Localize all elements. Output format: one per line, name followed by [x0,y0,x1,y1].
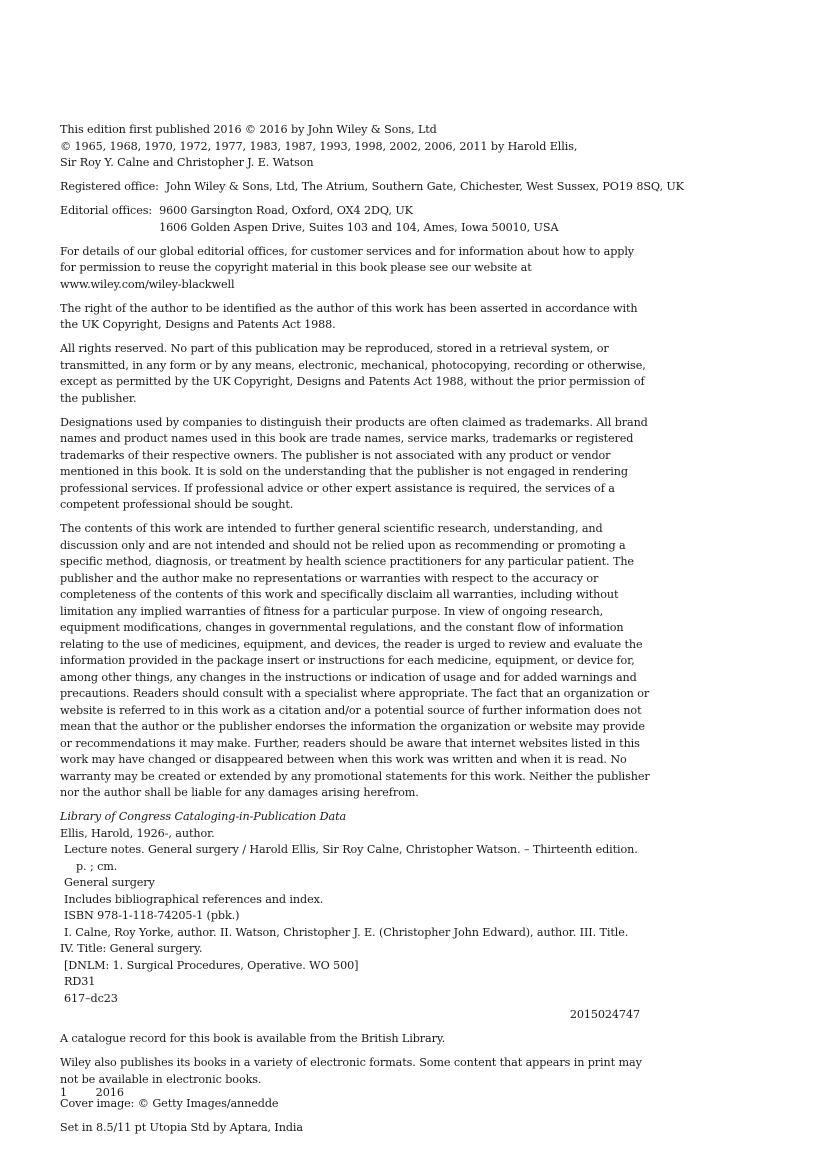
cip-dnlm: [DNLM: 1. Surgical Procedures, Operative. WO 500] [64,958,359,972]
disclaimer-paragraph: The contents of this work are intended to further general scientific research, understanding, and discussion only and are not intended and should not be relied upon as recommending or promoting a specific method, diagnosis, or treatment by health science practitioners for any particular patient. The publisher and the author make no representations or warranties with respect to the accuracy or completeness of the contents of this work and specifically disclaim all warranties, including without limitation any implied warranties of fitness for a particular purpose. In view of ongoing research, equipment modifications, changes in governmental regulations, and the constant flow of information relating to the use of medicines, equipment, and devices, the reader is urged to review and evaluate the information provided in the package insert or instructions for each medicine, equipment, or device for, among other things, any changes in the instructions or indication of usage and for added warnings and precautions. Readers should consult with a specialist where appropriate. The fact that an organization or website is referred to in this work as a citation and/or a potential source of further information does not mean that the author or the publisher endorses the information the organization or website may provide or recommendations it may make. Further, readers should be aware that internet websites listed in this work may have changed or disappeared between when this work was written and when it is read. No warranty may be created or extended by any promotional statements for this work. Neither the publisher nor the author shall be liable for any damages arising herefrom. [60,522,650,799]
cip-class-number: RD31 [64,975,96,988]
cip-title: Lecture notes. General surgery / Harold Ellis, Sir Roy Calne, Christopher Watson. – Thirteenth edition. [64,843,638,856]
printing-line [60,1085,124,1102]
registered-office-address: John Wiley & Sons, Ltd, The Atrium, Southern Gate, Chichester, West Sussex, PO19 8SQ, UK [165,180,684,193]
global-offices-paragraph: For details of our global editorial offices, for customer services and for information about how to apply for permission to reuse the copyright material in this book please see our website at www.wiley.com/wiley-blackwell [60,244,635,291]
cover-image-credit: Cover image: © Getty Images/annedde [60,1096,279,1110]
author-rights-paragraph: The right of the author to be identified as the author of this work has been asserted in accordance with the UK Copyright, Designs and Patents Act 1988. [60,301,638,331]
cip-title-iv: IV. Title: General surgery. [60,942,203,955]
cip-isbn: ISBN 978-1-118-74205-1 (pbk.) [64,909,240,922]
editorial-office-address: 9600 Garsington Road, Oxford, OX4 2DQ, UK [159,204,413,217]
printing-number: 1 [60,1086,68,1099]
cip-lccn: 2015024747 [569,1008,640,1021]
registered-office [60,179,684,196]
british-library-note: A catalogue record for this book is available from the British Library. [60,1032,446,1045]
typesetting-note: Set in 8.5/11 pt Utopia Std by Aptara, India [60,1120,303,1134]
cip-heading: Library of Congress Cataloging-in-Publication Data [60,810,347,823]
cip-class-number: 617–dc23 [64,991,118,1005]
cip-pages: p. ; cm. [76,859,118,873]
electronic-formats-note: Wiley also publishes its books in a variety of electronic formats. Some content that appears in print may not be available in electronic books. [60,1056,642,1086]
cip-subtitle: General surgery [64,876,155,889]
cip-data-block [60,809,650,1024]
copyright-notice [60,122,650,172]
cip-added-entries: I. Calne, Roy Yorke, author. II. Watson, Christopher J. E. (Christopher John Edward), author. III. Title. [64,925,629,939]
copyright-line: Sir Roy Y. Calne and Christopher J. E. Watson [60,156,314,169]
all-rights-reserved-paragraph: All rights reserved. No part of this publication may be reproduced, stored in a retrieval system, or transmitted, in any form or by any means, electronic, mechanical, photocopying, recording or otherwise, except as permitted by the UK Copyright, Designs and Patents Act 1988, without the prior permission of the publisher. [60,342,646,405]
cip-includes: Includes bibliographical references and index. [64,892,324,906]
editorial-offices [60,203,650,236]
editorial-offices-label: Editorial offices: [60,204,153,217]
editorial-office-address: 1606 Golden Aspen Drive, Suites 103 and 104, Ames, Iowa 50010, USA [159,220,559,234]
copyright-line: This edition first published 2016 © 2016 by John Wiley & Sons, Ltd [60,123,437,136]
trademarks-paragraph: Designations used by companies to distinguish their products are often claimed as trademarks. All brand names and product names used in this book are trade names, service marks, trademarks or registered trademarks of their respective owners. The publisher is not associated with any product or vendor mentioned in this book. It is sold on the understanding that the publisher is not engaged in rendering professional services. If professional advice or other expert assistance is required, the services of a competent professional should be sought. [60,415,648,511]
copyright-content [60,122,684,1144]
copyright-line: © 1965, 1968, 1970, 1972, 1977, 1983, 1987, 1993, 1998, 2002, 2006, 2011 by Harold Ellis, [60,139,578,153]
printing-year: 2016 [95,1086,125,1099]
cip-author: Ellis, Harold, 1926-, author. [60,826,215,840]
registered-office-label: Registered office: [60,180,159,193]
